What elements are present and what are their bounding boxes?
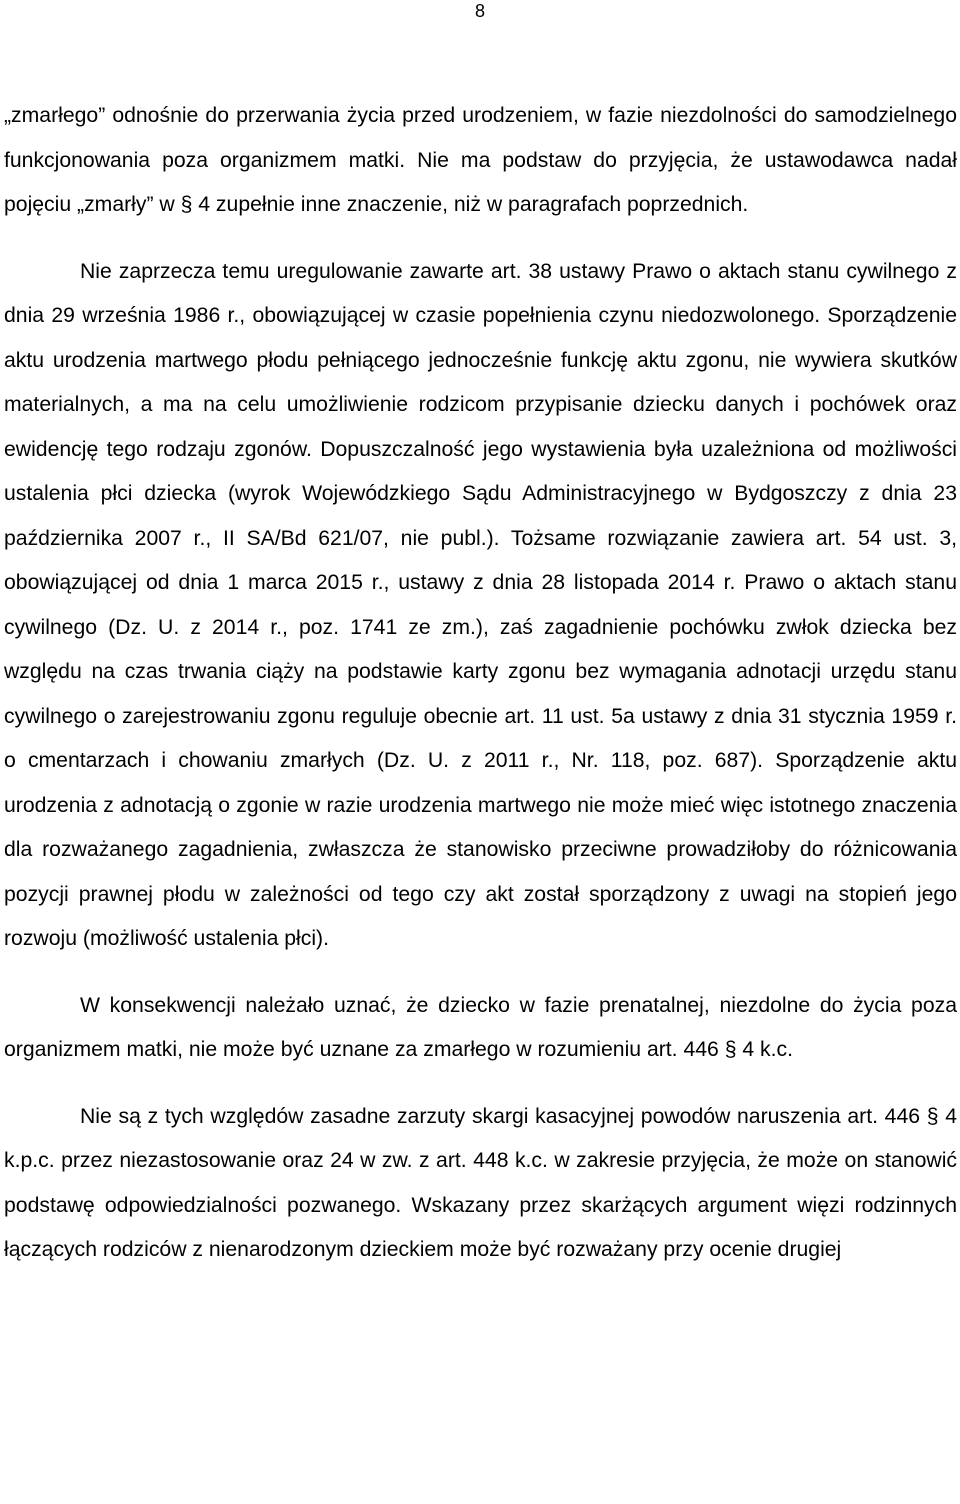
paragraph-continuation: „zmarłego” odnośnie do przerwania życia przed urodzeniem, w fazie niezdolności do samodzielnego funkcjonowania poza organizmem matki. Nie ma podstaw do przyjęcia, że ustawodawca nadał pojęciu „zmarły” w § 4 zupełnie inne znaczenie, niż w paragrafach poprzednich. — [4, 104, 957, 216]
paragraph-art-38: Nie zaprzecza temu uregulowanie zawarte art. 38 ustawy Prawo o aktach stanu cywilnego z dnia 29 września 1986 r., obowiązującej w czasie popełnienia czynu niedozwolonego. Sporządzenie aktu urodzenia martwego płodu pełniącego jednocześnie funkcję aktu zgonu, nie wywiera skutków materialnych, a ma na celu umożliwienie rodzicom przypisanie dziecku danych i pochówek oraz ewidencję tego rodzaju zgonów. Dopuszczalność jego wystawienia była uzależniona od możliwości ustalenia płci dziecka (wyrok Wojewódzkiego Sądu Administracyjnego w Bydgoszczy z dnia 23 października 2007 r., II SA/Bd 621/07, nie publ.). Tożsame rozwiązanie zawiera art. 54 ust. 3, obowiązującej od dnia 1 marca 2015 r., ustawy z dnia 28 listopada 2014 r. Prawo o aktach stanu cywilnego (Dz. U. z 2014 r., poz. 1741 ze zm.), zaś zagadnienie pochówku zwłok dziecka bez względu na czas trwania ciąży na podstawie karty zgonu bez wymagania adnotacji urzędu stanu cywilnego o zarejestrowaniu zgonu reguluje obecnie art. 11 ust. 5a ustawy z dnia 31 stycznia 1959 r. o cmentarzach i chowaniu zmarłych (Dz. U. z 2011 r., Nr. 118, poz. 687). Sporządzenie aktu urodzenia z adnotacją o zgonie w razie urodzenia martwego nie może mieć więc istotnego znaczenia dla rozważanego zagadnienia, zwłaszcza że stanowisko przeciwne prowadziłoby do różnicowania pozycji prawnej płodu w zależności od tego czy akt został sporządzony z uwagi na stopień jego rozwoju (możliwość ustalenia płci). — [4, 259, 957, 950]
page-number: 8 — [474, 1, 485, 21]
paragraph-cassation-claims: Nie są z tych względów zasadne zarzuty skargi kasacyjnej powodów naruszenia art. 446 § 4 k.p.c. przez niezastosowanie oraz 24 w zw. z art. 448 k.c. w zakresie przyjęcia, że może on stanowić podstawę odpowiedzialności pozwanego. Wskazany przez skarżących argument więzi rodzinnych łączących rodziców z nienarodzonym dzieckiem może być rozważany przy ocenie drugiej — [4, 1104, 957, 1261]
paragraph-conclusion: W konsekwencji należało uznać, że dziecko w fazie prenatalnej, niezdolne do życia poza organizmem matki, nie może być uznane za zmarłego w rozumieniu art. 446 § 4 k.c. — [4, 993, 957, 1061]
document-body — [4, 94, 957, 1273]
